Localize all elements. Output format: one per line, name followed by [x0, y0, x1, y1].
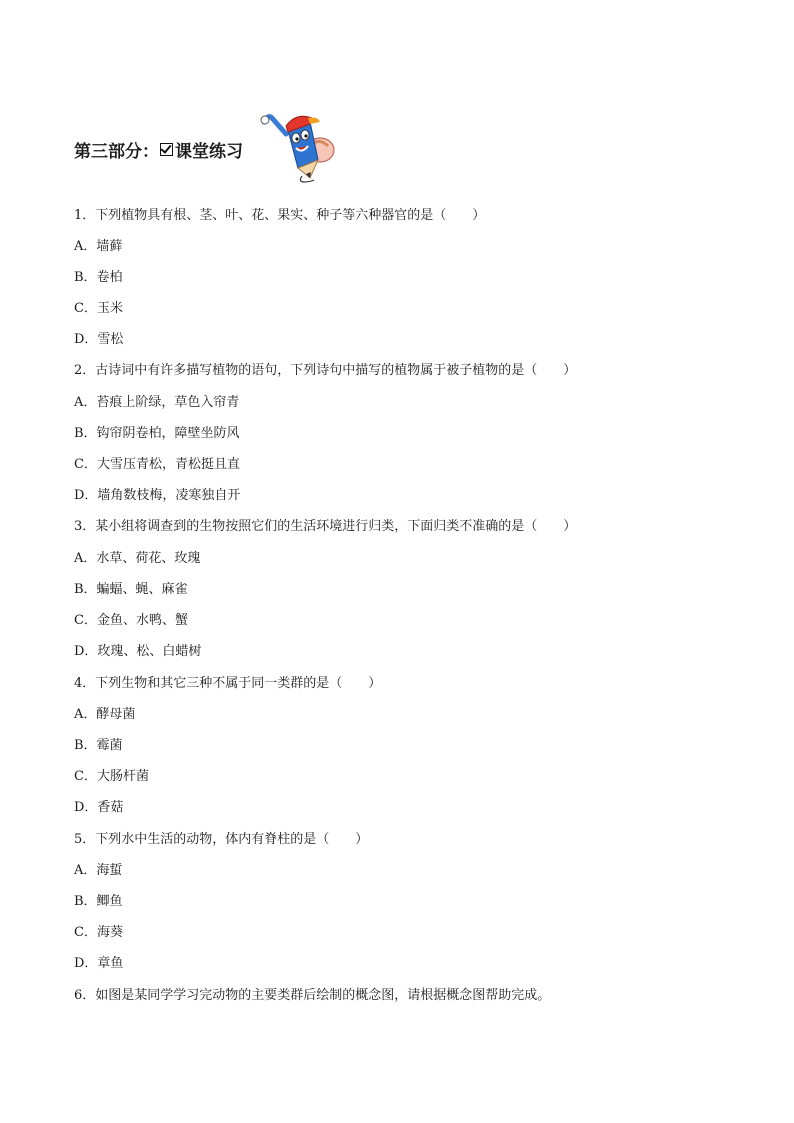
question-2-option-c[interactable]: C．大雪压青松，青松挺且直 — [74, 457, 240, 472]
question-4-stem: 4．下列生物和其它三种不属于同一类群的是（ ） — [74, 676, 382, 691]
section-title-text: 课堂练习 — [175, 141, 243, 162]
question-3-option-b[interactable]: B．蝙蝠、蝇、麻雀 — [74, 582, 188, 597]
question-3-option-d[interactable]: D．玫瑰、松、白蜡树 — [74, 644, 202, 659]
question-3-option-c[interactable]: C．金鱼、水鸭、蟹 — [74, 613, 188, 628]
question-4-option-b[interactable]: B．霉菌 — [74, 738, 123, 753]
question-3-option-a[interactable]: A．水草、荷花、玫瑰 — [74, 551, 201, 566]
question-5-stem: 5．下列水中生活的动物，体内有脊柱的是（ ） — [74, 832, 369, 847]
question-1-option-c[interactable]: C．玉米 — [74, 301, 123, 316]
question-1-stem: 1．下列植物具有根、茎、叶、花、果实、种子等六种器官的是（ ） — [74, 208, 486, 223]
question-1-option-d[interactable]: D．雪松 — [74, 332, 124, 347]
question-4-option-d[interactable]: D．香菇 — [74, 800, 124, 815]
question-2-stem: 2．古诗词中有许多描写植物的语句，下列诗句中描写的植物属于被子植物的是（ ） — [74, 363, 577, 378]
question-6-stem: 6．如图是某同学学习完动物的主要类群后绘制的概念图，请根据概念图帮助完成。 — [74, 988, 551, 1003]
question-3-stem: 3．某小组将调查到的生物按照它们的生活环境进行归类，下面归类不准确的是（ ） — [74, 519, 577, 534]
question-1-option-b[interactable]: B．卷柏 — [74, 270, 123, 285]
question-5-option-c[interactable]: C．海葵 — [74, 925, 123, 940]
question-5-option-b[interactable]: B．鲫鱼 — [74, 894, 123, 909]
question-4-option-a[interactable]: A．酵母菌 — [74, 707, 136, 722]
question-2-option-d[interactable]: D．墙角数枝梅，凌寒独自开 — [74, 488, 241, 503]
question-2-option-a[interactable]: A．苔痕上阶绿，草色入帘青 — [74, 395, 240, 410]
section-heading — [74, 136, 243, 162]
question-4-option-c[interactable]: C．大肠杆菌 — [74, 769, 149, 784]
question-5-option-a[interactable]: A．海蜇 — [74, 863, 123, 878]
question-2-option-b[interactable]: B．钩帘阴卷柏，障壁坐防风 — [74, 426, 240, 441]
pencil-mascot-icon — [258, 108, 342, 186]
section-title-prefix: 第三部分： — [74, 141, 159, 162]
checked-box-icon — [160, 143, 173, 156]
question-5-option-d[interactable]: D．章鱼 — [74, 956, 124, 971]
question-1-option-a[interactable]: A．墙藓 — [74, 239, 123, 254]
